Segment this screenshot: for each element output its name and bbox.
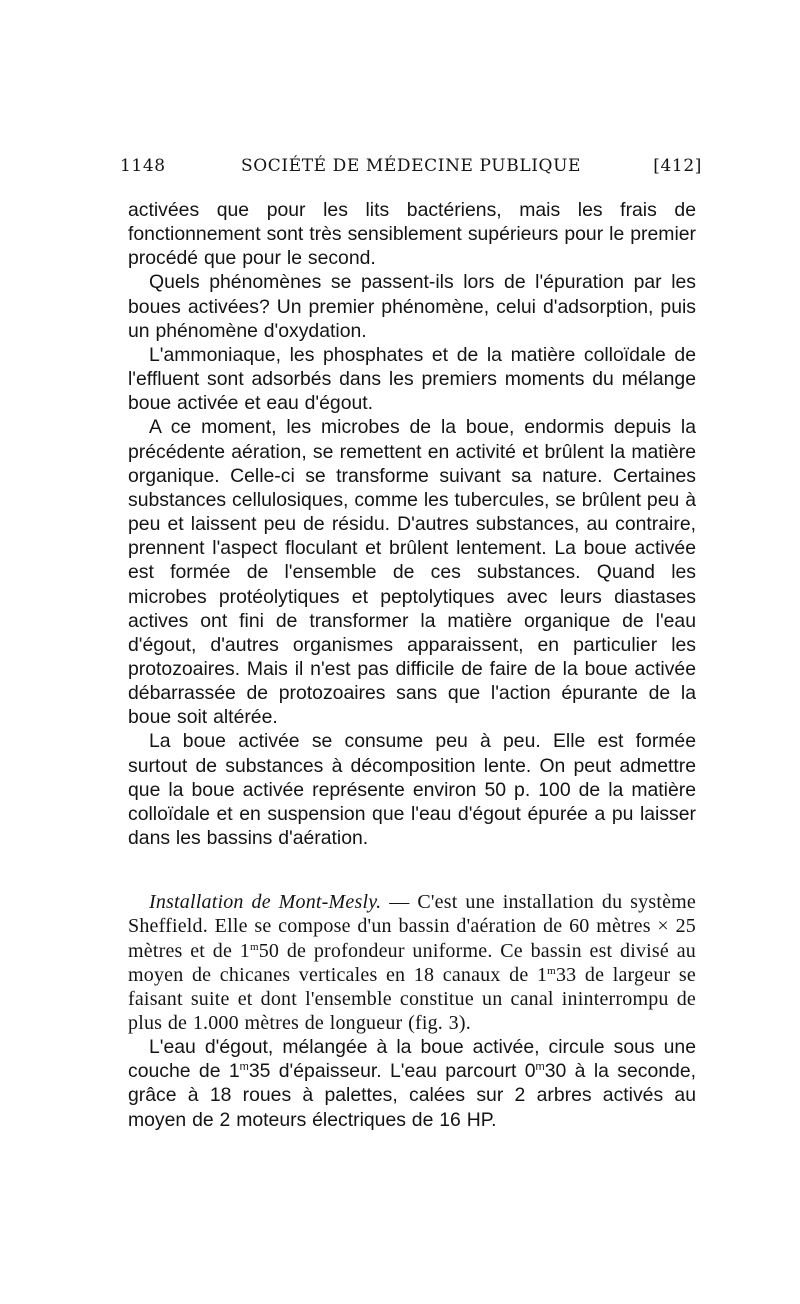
paragraph-ammonia: L'ammoniaque, les phosphates et de la matière colloïdale de l'effluent sont adsorbés dans les premiers moments du mélange boue activée et eau d'égout. xyxy=(128,343,696,415)
unit-superscript: m xyxy=(547,964,556,977)
installation-text-3: 33 de largeur se faisant suite et dont l'ensemble constitue un canal ininterrompu de plus de 1.000 mètres de longueur (fig. 3). xyxy=(128,963,696,1034)
installation-text-2: 50 de profondeur uniforme. Ce bassin est divisé au moyen de chicanes verticales en 18 canaux de 1 xyxy=(128,939,696,986)
paragraph-continued: activées que pour les lits bactériens, mais les frais de fonctionnement sont très sensiblement supérieurs pour le premier procédé que pour le second. xyxy=(128,199,696,270)
installation-text-1: — C'est une installation du système Sheffield. Elle se compose d'un bassin d'aération de 60 mètres × 25 mètres et de 1 xyxy=(128,891,696,962)
running-header xyxy=(120,156,702,182)
flow-text-3: 30 à la seconde, grâce à 18 roues à palettes, calées sur 2 arbres activés au moyen de 2 moteurs électriques de 16 HP. xyxy=(128,1060,696,1131)
paragraph-flow xyxy=(128,1035,696,1132)
page-number: 1148 xyxy=(120,156,166,176)
bracket-page-number: [412] xyxy=(653,156,702,176)
unit-superscript: m xyxy=(249,940,259,953)
paragraph-phenomena: Quels phénomènes se passent-ils lors de l'épuration par les boues activées? Un premier phénomène, celui d'adsorption, puis un phénomène d'oxydation. xyxy=(128,271,696,342)
section-heading: Installation de Mont-Mesly. xyxy=(149,891,382,914)
unit-superscript: m xyxy=(535,1061,545,1074)
paragraph-installation xyxy=(128,890,696,1035)
body-text xyxy=(128,198,696,1132)
paragraph-sludge-consumption: La boue activée se consume peu à peu. Elle est formée surtout de substances à décomposition lente. On peut admettre que la boue activée représente environ 50 p. 100 de la matière colloïdale et en suspension que l'eau d'égout épurée a pu laisser dans les bassins d'aération. xyxy=(128,730,696,850)
flow-text-2: 35 d'épaisseur. L'eau parcourt 0 xyxy=(248,1060,536,1083)
running-title: SOCIÉTÉ DE MÉDECINE PUBLIQUE xyxy=(240,156,581,176)
paragraph-microbes: A ce moment, les microbes de la boue, endormis depuis la précédente aération, se remettent en activité et brûlent la matière organique. Celle-ci se transforme suivant sa nature. Certaines substances cellulosiques, comme les tubercules, se brûlent peu à peu et laissent peu de résidu. D'autres substances, au contraire, prennent l'aspect floculant et brûlent lentement. La boue activée est formée de l'ensemble de ces substances. Quand les microbes protéolytiques et peptolytiques avec leurs diastases actives ont fini de transformer la matière organique de l'eau d'égout, d'autres organismes apparaissent, en particulier les protozoaires. Mais il n'est pas difficile de faire de la boue activée débarrassée de protozoaires sans que l'action épurante de la boue soit altérée. xyxy=(128,416,696,729)
flow-text-1: L'eau d'égout, mélangée à la boue activée, circule sous une couche de 1 xyxy=(128,1036,696,1083)
unit-superscript: m xyxy=(239,1061,249,1074)
